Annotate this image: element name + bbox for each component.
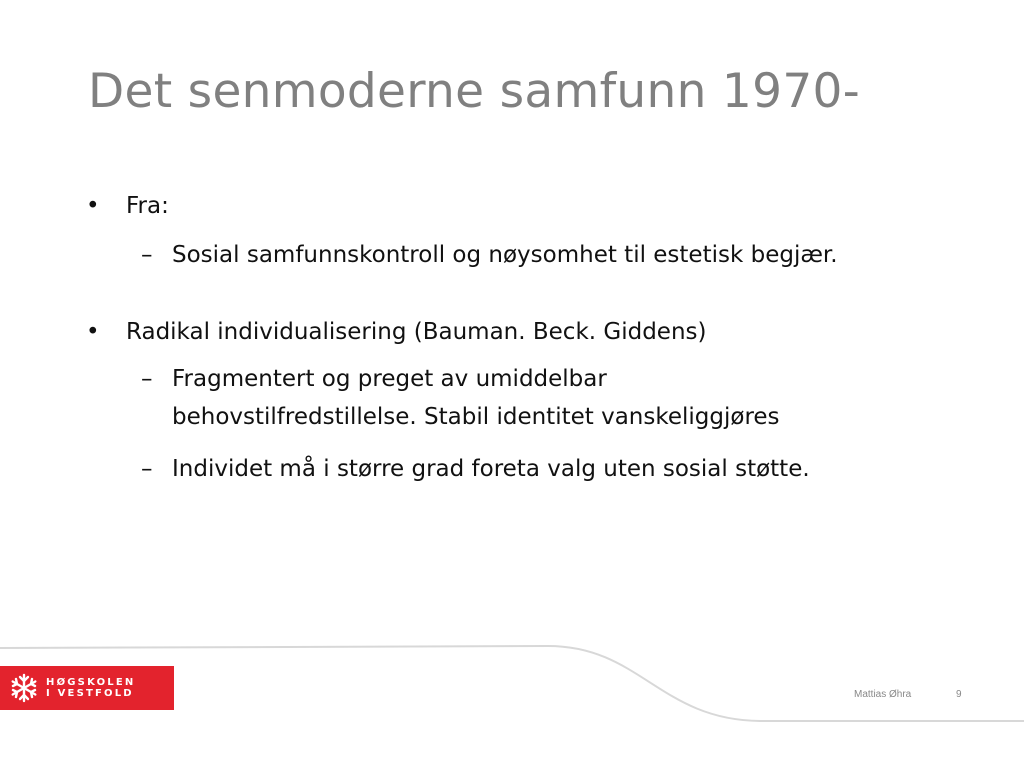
logo-line-2: I VESTFOLD [46,688,134,699]
bullet-text: Radikal individualisering (Bauman. Beck. Giddens) [126,319,707,345]
sub-bullet-item [86,236,986,274]
sub-bullet-marker: – [141,366,153,392]
school-logo [0,666,174,710]
logo-line-1: HØGSKOLEN [46,677,136,688]
bullet-marker: • [86,319,100,345]
page-title: Det senmoderne samfunn 1970- [88,64,860,119]
logo-wordmark [46,677,135,699]
bullet-marker: • [86,193,100,219]
sub-bullet-item [86,450,986,488]
sub-bullet-text: Fragmentert og preget av umiddelbar [172,366,607,392]
footer-author: Mattias Øhra [854,689,912,700]
snowflake-icon [8,672,40,704]
sub-bullet-marker: – [141,456,153,482]
bullet-item [86,314,986,350]
bullet-list [86,188,986,488]
sub-bullet-text: Individet må i større grad foreta valg uten sosial støtte. [172,456,810,482]
bullet-text: Fra: [126,193,169,219]
sub-bullet-item [86,360,986,398]
spacer [86,274,986,314]
sub-bullet-text: Sosial samfunnskontroll og nøysomhet til estetisk begjær. [172,242,838,268]
page-number: 9 [956,689,962,700]
sub-bullet-text: behovstilfredstillelse. Stabil identitet vanskeliggjøres [172,404,780,430]
bullet-item [86,188,986,224]
sub-bullet-continuation [86,398,986,436]
sub-bullet-marker: – [141,242,153,268]
